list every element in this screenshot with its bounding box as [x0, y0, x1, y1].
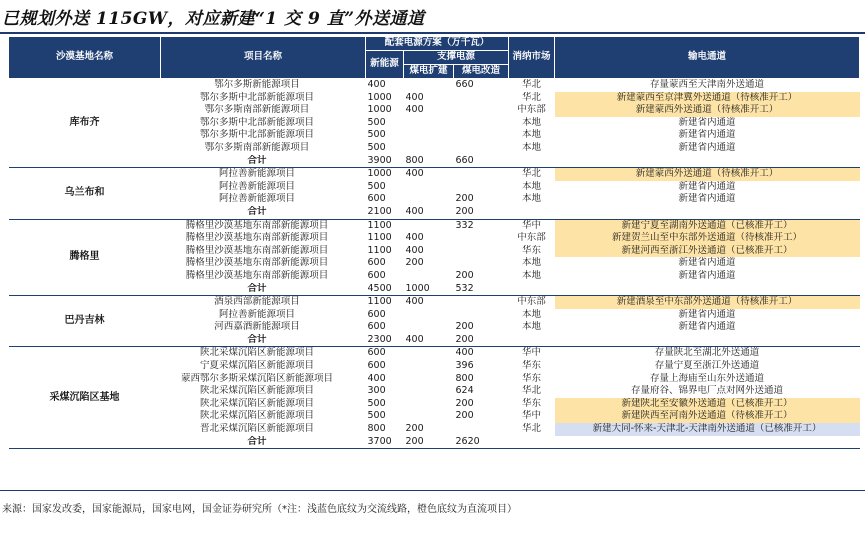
- new-energy-cell: 600: [367, 269, 386, 281]
- market-cell: 本地: [521, 308, 541, 320]
- market-cell: 华北: [521, 91, 541, 103]
- new-energy-cell: 1000: [367, 168, 392, 180]
- market-cell: 华中: [521, 410, 541, 422]
- market-cell: 华东: [521, 372, 541, 384]
- coal-retrofit-cell: 200: [455, 397, 474, 409]
- table-row: [9, 168, 860, 181]
- total-coal-retrofit-cell: 532: [454, 283, 509, 296]
- market-cell: 华东: [521, 360, 541, 372]
- new-energy-cell: 1100: [367, 244, 392, 256]
- coal-retrofit-cell: 400: [455, 347, 474, 359]
- project-name-cell: 陕北采煤沉陷区新能源项目: [199, 410, 314, 422]
- project-name-cell: 鄂尔多斯中北部新能源项目: [199, 129, 314, 141]
- market-cell: 华中: [521, 347, 541, 359]
- project-name-cell: 鄂尔多斯中北部新能源项目: [199, 91, 314, 103]
- channel-cell: 新建蒙西至京津冀外送通道（待核准开工）: [555, 92, 860, 105]
- coal-expand-cell: 400: [405, 296, 424, 308]
- total-coal-retrofit-cell: 660: [454, 155, 509, 168]
- market-cell: 本地: [521, 269, 541, 281]
- total-new-energy-cell: 3700: [366, 436, 404, 449]
- new-energy-cell: 500: [367, 410, 386, 422]
- project-name-cell: 晋北采煤沉陷区新能源项目: [199, 423, 314, 435]
- market-cell: 本地: [521, 193, 541, 205]
- total-channel-cell: [555, 436, 860, 449]
- new-energy-cell: 600: [367, 308, 386, 320]
- coal-retrofit-cell: [454, 92, 509, 105]
- coal-expand-cell: [404, 79, 454, 92]
- header-support: 支撑电源: [404, 51, 509, 65]
- total-coal-retrofit-cell: 200: [454, 206, 509, 219]
- channel-cell: 新建省内通道: [678, 116, 736, 128]
- market-cell: 中东部: [517, 104, 546, 116]
- title-divider: [0, 32, 865, 34]
- project-name-cell: 阿拉善新能源项目: [218, 308, 295, 320]
- coal-retrofit-cell: [454, 181, 509, 194]
- project-name-cell: 鄂尔多斯新能源项目: [214, 79, 300, 90]
- coal-expand-cell: [404, 219, 454, 232]
- coal-retrofit-cell: [454, 129, 509, 142]
- project-name-cell: 陕北采煤沉陷区新能源项目: [199, 397, 314, 409]
- channel-cell: 新建蒙西外送通道（待核准开工）: [555, 104, 860, 117]
- market-cell: 华北: [521, 168, 541, 180]
- channel-cell: 新建省内通道: [678, 180, 736, 192]
- new-energy-cell: 500: [367, 116, 386, 128]
- total-label-cell: 合计: [161, 155, 366, 168]
- new-energy-cell: 1000: [367, 104, 392, 116]
- footer-divider: [0, 490, 865, 491]
- project-name-cell: 腾格里沙漠基地东南部新能源项目: [185, 219, 329, 231]
- project-name-cell: 河西嘉酒新能源项目: [214, 321, 300, 333]
- table-body: [9, 79, 860, 449]
- coal-expand-cell: [404, 270, 454, 283]
- coal-retrofit-cell: 200: [455, 269, 474, 281]
- total-market-cell: [509, 334, 555, 347]
- market-cell: 中东部: [517, 232, 546, 244]
- total-label-cell: 合计: [161, 334, 366, 347]
- coal-expand-cell: [404, 373, 454, 386]
- total-label-cell: 合计: [161, 436, 366, 449]
- total-channel-cell: [555, 155, 860, 168]
- coal-expand-cell: [404, 385, 454, 398]
- coal-expand-cell: [404, 360, 454, 373]
- base-name-cell: 巴丹吉林: [9, 296, 161, 347]
- market-cell: 华北: [521, 79, 541, 90]
- new-energy-cell: 1100: [367, 219, 392, 231]
- channel-cell: 新建省内通道: [678, 269, 736, 281]
- market-cell: 中东部: [517, 296, 546, 308]
- coal-retrofit-cell: [454, 296, 509, 309]
- base-name-cell: 采煤沉陷区基地: [9, 347, 161, 449]
- market-cell: 华中: [521, 219, 541, 231]
- page-title: 已规划外送 115GW，对应新建“1 交 9 直”外送通道: [2, 9, 425, 29]
- market-cell: 本地: [521, 257, 541, 269]
- channel-cell: 新建省内通道: [678, 308, 736, 320]
- coal-retrofit-cell: 200: [455, 410, 474, 422]
- new-energy-cell: 600: [367, 257, 386, 269]
- coal-retrofit-cell: [454, 309, 509, 322]
- coal-retrofit-cell: 200: [455, 193, 474, 205]
- header-channel: 输电通道: [555, 37, 860, 79]
- total-coal-expand-cell: 400: [404, 334, 454, 347]
- new-energy-cell: 800: [367, 423, 386, 435]
- channel-cell: 新建省内通道: [678, 257, 736, 269]
- coal-retrofit-cell: 396: [455, 360, 474, 372]
- total-coal-expand-cell: 1000: [404, 283, 454, 296]
- project-name-cell: 鄂尔多斯中北部新能源项目: [199, 116, 314, 128]
- project-name-cell: 陕北采煤沉陷区新能源项目: [199, 347, 314, 359]
- header-project: 项目名称: [161, 37, 366, 79]
- total-coal-expand-cell: 800: [404, 155, 454, 168]
- new-energy-cell: 1100: [367, 296, 392, 308]
- coal-expand-cell: [404, 321, 454, 334]
- header-market: 消纳市场: [509, 37, 555, 79]
- new-energy-cell: 600: [367, 321, 386, 333]
- coal-retrofit-cell: 624: [455, 385, 474, 397]
- coal-expand-cell: [404, 142, 454, 155]
- project-name-cell: 鄂尔多斯南部新能源项目: [204, 104, 310, 116]
- new-energy-cell: 500: [367, 141, 386, 153]
- project-name-cell: 腾格里沙漠基地东南部新能源项目: [185, 244, 329, 256]
- coal-retrofit-cell: 200: [455, 321, 474, 333]
- project-name-cell: 腾格里沙漠基地东南部新能源项目: [185, 269, 329, 281]
- coal-expand-cell: [404, 347, 454, 360]
- market-cell: 华东: [521, 244, 541, 256]
- total-new-energy-cell: 4500: [366, 283, 404, 296]
- market-cell: 本地: [521, 321, 541, 333]
- project-name-cell: 蒙西鄂尔多斯采煤沉陷区新能源项目: [180, 372, 333, 384]
- new-energy-cell: 600: [367, 347, 386, 359]
- new-energy-cell: 1100: [367, 232, 392, 244]
- new-energy-cell: 300: [367, 385, 386, 397]
- total-new-energy-cell: 2100: [366, 206, 404, 219]
- header-base: 沙漠基地名称: [9, 37, 161, 79]
- coal-retrofit-cell: [454, 423, 509, 436]
- coal-retrofit-cell: [454, 104, 509, 117]
- channel-cell: 新建大同-怀来-天津北-天津南外送通道（已核准开工）: [555, 423, 860, 436]
- market-cell: 华北: [521, 423, 541, 435]
- channel-cell: 新建省内通道: [678, 129, 736, 141]
- coal-expand-cell: [404, 129, 454, 142]
- coal-expand-cell: [404, 410, 454, 423]
- channel-cell: 新建省内通道: [678, 321, 736, 333]
- total-new-energy-cell: 3900: [366, 155, 404, 168]
- coal-expand-cell: 400: [405, 104, 424, 116]
- table-header: [9, 37, 860, 79]
- total-market-cell: [509, 283, 555, 296]
- channel-cell: 新建酒泉至中东部外送通道（待核准开工）: [555, 296, 860, 309]
- new-energy-cell: 1000: [367, 91, 392, 103]
- coal-retrofit-cell: [454, 142, 509, 155]
- channel-cell: 新建贺兰山至中东部外送通道（待核准开工）: [555, 232, 860, 245]
- channel-cell: 新建宁夏至湖南外送通道（已核准开工）: [555, 219, 860, 232]
- coal-retrofit-cell: [454, 117, 509, 130]
- total-market-cell: [509, 206, 555, 219]
- coal-retrofit-cell: [454, 232, 509, 245]
- project-name-cell: 阿拉善新能源项目: [218, 168, 295, 180]
- base-name-cell: 库布齐: [9, 79, 161, 168]
- total-coal-retrofit-cell: 200: [454, 334, 509, 347]
- coal-expand-cell: [404, 117, 454, 130]
- header-coal-retrofit: 煤电改造: [454, 65, 509, 79]
- project-name-cell: 阿拉善新能源项目: [218, 193, 295, 205]
- coal-retrofit-cell: 332: [455, 219, 474, 231]
- table-row: [9, 347, 860, 360]
- total-label-cell: 合计: [161, 283, 366, 296]
- coal-expand-cell: 400: [405, 244, 424, 256]
- project-name-cell: 宁夏采煤沉陷区新能源项目: [199, 360, 314, 372]
- market-cell: 本地: [521, 141, 541, 153]
- base-name-cell: 腾格里: [9, 219, 161, 296]
- channel-cell: 存量陕北至湖北外送通道: [654, 347, 760, 359]
- project-name-cell: 陕北采煤沉陷区新能源项目: [199, 385, 314, 397]
- total-coal-retrofit-cell: 2620: [454, 436, 509, 449]
- total-market-cell: [509, 155, 555, 168]
- project-name-cell: 酒泉西部新能源项目: [214, 296, 300, 308]
- market-cell: 本地: [521, 116, 541, 128]
- project-name-cell: 阿拉善新能源项目: [218, 180, 295, 192]
- base-name-cell: 乌兰布和: [9, 168, 161, 219]
- coal-expand-cell: [404, 193, 454, 206]
- coal-retrofit-cell: 660: [455, 79, 474, 90]
- new-energy-cell: 500: [367, 397, 386, 409]
- coal-retrofit-cell: [454, 168, 509, 181]
- coal-expand-cell: 400: [405, 168, 424, 180]
- table-row: [9, 296, 860, 309]
- channel-cell: 存量府谷、锦界电厂点对网外送通道: [630, 385, 783, 397]
- new-energy-cell: 600: [367, 360, 386, 372]
- coal-expand-cell: 200: [405, 423, 424, 435]
- total-market-cell: [509, 436, 555, 449]
- channel-cell: 新建陕西至河南外送通道（待核准开工）: [555, 410, 860, 423]
- project-name-cell: 鄂尔多斯南部新能源项目: [204, 141, 310, 153]
- channel-cell: 存量蒙西至天津南外送通道: [649, 79, 764, 90]
- new-energy-cell: 500: [367, 180, 386, 192]
- coal-expand-cell: 400: [405, 232, 424, 244]
- new-energy-cell: 500: [367, 129, 386, 141]
- new-energy-cell: 400: [367, 79, 386, 90]
- channel-cell: 存量宁夏至浙江外送通道: [654, 360, 760, 372]
- total-coal-expand-cell: 400: [404, 206, 454, 219]
- channel-cell: 新建蒙西外送通道（待核准开工）: [555, 168, 860, 181]
- header-new-energy: 新能源: [366, 51, 404, 79]
- coal-retrofit-cell: 800: [455, 372, 474, 384]
- coal-retrofit-cell: [454, 257, 509, 270]
- coal-retrofit-cell: [454, 245, 509, 258]
- channel-cell: 新建省内通道: [678, 141, 736, 153]
- power-base-table: [8, 36, 860, 449]
- market-cell: 本地: [521, 180, 541, 192]
- source-note: 来源：国家发改委，国家能源局，国家电网，国金证券研究所（*注：浅蓝色底纹为交流线路，橙色底纹为直流项目）: [2, 504, 517, 515]
- total-coal-expand-cell: 200: [404, 436, 454, 449]
- market-cell: 华北: [521, 385, 541, 397]
- new-energy-cell: 400: [367, 372, 386, 384]
- total-channel-cell: [555, 283, 860, 296]
- coal-expand-cell: 400: [405, 91, 424, 103]
- coal-expand-cell: 200: [405, 257, 424, 269]
- channel-cell: 新建省内通道: [678, 193, 736, 205]
- project-name-cell: 腾格里沙漠基地东南部新能源项目: [185, 257, 329, 269]
- table-row: [9, 79, 860, 92]
- total-label-cell: 合计: [161, 206, 366, 219]
- total-channel-cell: [555, 206, 860, 219]
- coal-expand-cell: [404, 309, 454, 322]
- header-config: 配套电源方案（万千瓦）: [366, 37, 509, 51]
- new-energy-cell: 600: [367, 193, 386, 205]
- project-name-cell: 腾格里沙漠基地东南部新能源项目: [185, 232, 329, 244]
- coal-expand-cell: [404, 181, 454, 194]
- channel-cell: 新建陕北至安徽外送通道（已核准开工）: [555, 398, 860, 411]
- total-channel-cell: [555, 334, 860, 347]
- channel-cell: 新建河西至浙江外送通道（已核准开工）: [555, 245, 860, 258]
- total-new-energy-cell: 2300: [366, 334, 404, 347]
- market-cell: 本地: [521, 129, 541, 141]
- market-cell: 华东: [521, 397, 541, 409]
- channel-cell: 存量上海庙至山东外送通道: [649, 372, 764, 384]
- coal-expand-cell: [404, 398, 454, 411]
- table-row: [9, 219, 860, 232]
- header-coal-expand: 煤电扩建: [404, 65, 454, 79]
